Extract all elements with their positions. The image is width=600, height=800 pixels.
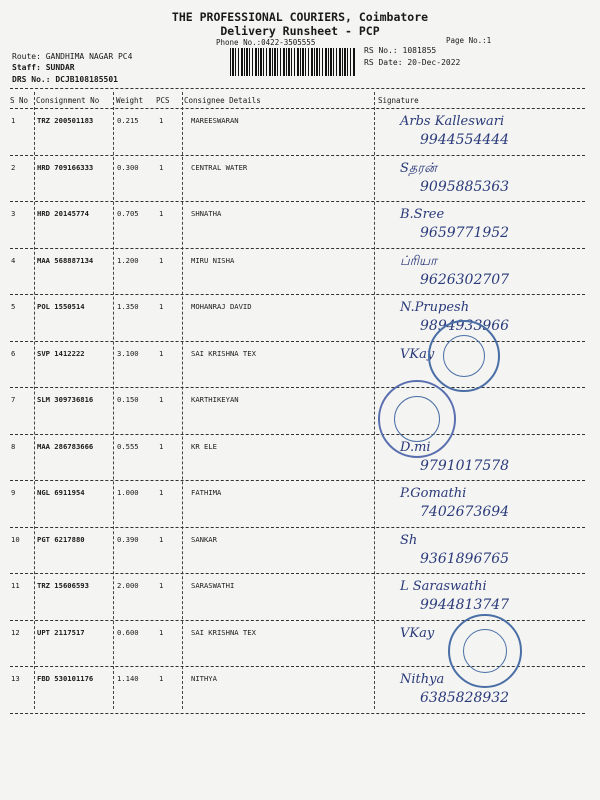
row-sno: 2 [11,162,16,172]
row-consignee: MAREESWARAN [191,116,239,125]
row-consignment-no: UPT 2117517 [37,627,85,637]
row-sno: 4 [11,255,16,265]
row-divider [10,387,585,388]
barcode [230,48,356,76]
col-signature: Signature [378,96,419,105]
row-signature: VKay [400,625,435,641]
row-weight: 0.300 [117,162,139,172]
rs-number: RS No.: 1081855 [364,46,437,55]
document-subtitle: Delivery Runsheet - PCP [220,24,380,38]
row-divider [10,341,585,342]
table-row [0,205,600,251]
row-consignee: KR ELE [191,441,217,451]
rs-date: RS Date: 20-Dec-2022 [364,58,461,67]
row-signature: L Saraswathi [400,579,487,594]
row-signature: D.mi [400,439,431,455]
row-pcs: 1 [159,162,164,172]
row-pcs: 1 [159,627,164,637]
row-divider [10,573,585,574]
row-pcs: 1 [159,581,164,590]
row-consignment-no: NGL 6911954 [37,488,85,497]
row-sno: 6 [11,348,16,358]
staff-label: Staff: SUNDAR [12,63,75,72]
row-consignee: SAI KRISHNA TEX [191,627,256,637]
route-label: Route: GANDHIMA NAGAR PC4 [12,52,133,61]
row-consignee: MIRU NISHA [191,255,235,265]
table-row [0,112,600,158]
row-phone: 9944554444 [420,132,510,148]
row-sno: 11 [11,581,20,590]
row-sno: 12 [11,627,20,637]
row-phone: 9659771952 [420,225,510,241]
row-weight: 1.140 [117,674,139,683]
table-row [0,438,600,484]
row-weight: 1.350 [117,302,139,311]
row-consignment-no: TRZ 200501183 [37,116,94,125]
row-weight: 0.705 [117,209,139,218]
row-signature: B.Sree [400,207,445,222]
row-pcs: 1 [159,255,164,265]
page-number: Page No.:1 [446,36,492,45]
row-divider [10,294,585,295]
row-pcs: 1 [159,441,164,451]
column-header-divider [10,108,585,109]
row-weight: 0.390 [117,534,139,544]
row-divider [10,434,585,435]
row-consignment-no: MAA 286783666 [37,441,94,451]
row-sno: 7 [11,395,16,404]
row-consignee: MOHANRAJ DAVID [191,302,252,311]
row-consignee: KARTHIKEYAN [191,395,239,404]
table-row [0,345,600,391]
col-weight: Weight [116,96,144,105]
drs-number: DRS No.: DCJB108185501 [12,75,118,84]
table-row [0,484,600,530]
row-signature: VKay [400,346,435,362]
row-sno: 10 [11,534,20,544]
row-signature: Sh [400,532,418,548]
row-consignment-no: SVP 1412222 [37,348,85,358]
row-sno: 1 [11,116,16,125]
row-signature: P.Gomathi [400,486,467,501]
row-consignment-no: FBD 530101176 [37,674,94,683]
row-divider [10,155,585,156]
row-sno: 5 [11,302,16,311]
row-divider [10,527,585,528]
row-weight: 1.200 [117,255,139,265]
table-row [0,391,600,437]
row-consignment-no: HRD 709166333 [37,162,94,172]
phone-number: Phone No.:0422-3505555 [216,38,316,47]
row-phone: 9944813747 [420,597,510,613]
row-consignee: SAI KRISHNA TEX [191,348,256,358]
row-weight: 0.600 [117,627,139,637]
row-signature: ப்ரியா [400,253,437,269]
row-pcs: 1 [159,488,164,497]
row-consignee: NITHYA [191,674,217,683]
row-weight: 3.100 [117,348,139,358]
row-signature: Arbs Kalleswari [400,114,505,129]
row-consignee: FATHIMA [191,488,222,497]
header-divider [10,88,585,89]
row-consignee: SANKAR [191,534,217,544]
row-consignment-no: MAA 568887134 [37,255,94,265]
row-pcs: 1 [159,209,164,218]
row-weight: 0.215 [117,116,139,125]
alcon-stamp [378,380,456,458]
row-pcs: 1 [159,534,164,544]
row-phone: 9095885363 [420,178,510,195]
row-pcs: 1 [159,395,164,404]
row-consignee: SHNATHA [191,209,222,218]
row-pcs: 1 [159,302,164,311]
row-divider [10,713,585,714]
table-row [0,159,600,205]
row-phone: 9791017578 [420,457,510,474]
row-pcs: 1 [159,116,164,125]
row-phone: 6385828932 [420,690,510,706]
row-consignee: CENTRAL WATER [191,162,248,172]
row-sno: 9 [11,488,16,497]
col-sno: S No [10,96,29,105]
col-pcs: PCS [156,96,170,105]
row-phone: 9361896765 [420,550,510,567]
row-signature: Nithya [400,672,445,687]
table-row [0,577,600,623]
row-weight: 1.000 [117,488,139,497]
row-consignment-no: SLM 309736816 [37,395,94,404]
row-pcs: 1 [159,674,164,683]
row-phone: 7402673694 [420,504,510,520]
sai-krishna-stamp [428,320,500,392]
row-consignment-no: TRZ 15606593 [37,581,89,590]
sai-krishna-stamp [448,614,522,688]
col-consignment: Consignment No [36,96,100,105]
document-title: THE PROFESSIONAL COURIERS, Coimbatore [171,10,429,24]
row-divider [10,201,585,202]
table-row [0,298,600,344]
row-consignee: SARASWATHI [191,581,235,590]
table-row [0,531,600,577]
row-consignment-no: HRD 20145774 [37,209,89,218]
row-divider [10,248,585,249]
row-pcs: 1 [159,348,164,358]
table-row [0,252,600,298]
row-consignment-no: POL 1550514 [37,302,85,311]
row-sno: 13 [11,674,20,683]
row-signature: N.Prupesh [400,300,470,315]
row-weight: 0.150 [117,395,139,404]
row-signature: Sதரன் [400,160,437,176]
row-phone: 9626302707 [420,271,510,288]
row-sno: 8 [11,441,16,451]
row-phone: 9894933966 [420,318,510,334]
row-sno: 3 [11,209,16,218]
row-weight: 2.000 [117,581,139,590]
col-consignee: Consignee Details [184,96,261,105]
row-consignment-no: PGT 6217880 [37,534,85,544]
row-divider [10,480,585,481]
row-weight: 0.555 [117,441,139,451]
